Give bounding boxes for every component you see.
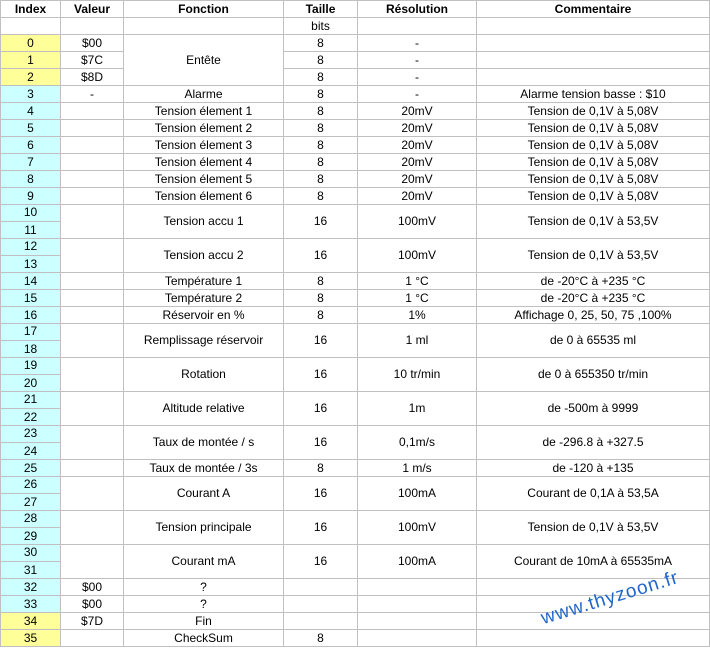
table-row: [1, 358, 710, 375]
row-fonction: Entête: [124, 35, 284, 86]
row-taille: 8: [284, 460, 358, 477]
row-valeur: [61, 630, 124, 647]
table-row: [1, 630, 710, 647]
row-commentaire: Tension de 0,1V à 5,08V: [477, 137, 710, 154]
row-valeur: [61, 137, 124, 154]
row-fonction: Tension élement 2: [124, 120, 284, 137]
row-resolution: 1 °C: [358, 290, 477, 307]
row-index: 30: [1, 545, 61, 562]
table-row: [1, 545, 710, 562]
table-row: [1, 307, 710, 324]
row-valeur: -: [61, 86, 124, 103]
row-resolution: 20mV: [358, 103, 477, 120]
row-resolution: [358, 596, 477, 613]
header-taille-unit: bits: [284, 18, 358, 35]
row-index: 0: [1, 35, 61, 52]
row-valeur: [61, 358, 124, 392]
row-commentaire: de -120 à +135: [477, 460, 710, 477]
row-taille: 16: [284, 545, 358, 579]
row-commentaire: de -20°C à +235 °C: [477, 290, 710, 307]
row-index: 19: [1, 358, 61, 375]
row-taille: 8: [284, 103, 358, 120]
table-row: [1, 273, 710, 290]
header-resolution: Résolution: [358, 1, 477, 18]
row-fonction: Courant mA: [124, 545, 284, 579]
row-commentaire: Tension de 0,1V à 53,5V: [477, 239, 710, 273]
row-index: 20: [1, 375, 61, 392]
table-cell: [1, 18, 61, 35]
row-commentaire: Courant de 10mA à 65535mA: [477, 545, 710, 579]
row-fonction: Altitude relative: [124, 392, 284, 426]
row-index: 32: [1, 579, 61, 596]
row-taille: 16: [284, 392, 358, 426]
row-valeur: [61, 545, 124, 579]
row-commentaire: Courant de 0,1A à 53,5A: [477, 477, 710, 511]
row-taille: 8: [284, 188, 358, 205]
row-valeur: [61, 188, 124, 205]
table-row: [1, 188, 710, 205]
row-fonction: ?: [124, 596, 284, 613]
row-taille: 16: [284, 426, 358, 460]
row-index: 15: [1, 290, 61, 307]
row-taille: 8: [284, 290, 358, 307]
row-commentaire: Tension de 0,1V à 5,08V: [477, 188, 710, 205]
row-taille: 8: [284, 137, 358, 154]
row-index: 24: [1, 443, 61, 460]
row-index: 10: [1, 205, 61, 222]
row-commentaire: de -20°C à +235 °C: [477, 273, 710, 290]
row-valeur: [61, 392, 124, 426]
row-index: 27: [1, 494, 61, 511]
row-index: 12: [1, 239, 61, 256]
row-resolution: 1%: [358, 307, 477, 324]
row-commentaire: Tension de 0,1V à 5,08V: [477, 120, 710, 137]
row-resolution: [358, 613, 477, 630]
table-row: [1, 120, 710, 137]
row-resolution: 100mA: [358, 545, 477, 579]
row-resolution: [358, 579, 477, 596]
row-taille: 8: [284, 120, 358, 137]
row-resolution: -: [358, 86, 477, 103]
row-valeur: [61, 239, 124, 273]
row-valeur: [61, 154, 124, 171]
table-row: [1, 426, 710, 443]
row-index: 26: [1, 477, 61, 494]
header-fonction: Fonction: [124, 1, 284, 18]
row-index: 25: [1, 460, 61, 477]
row-index: 17: [1, 324, 61, 341]
table-row: [1, 392, 710, 409]
row-commentaire: Tension de 0,1V à 53,5V: [477, 205, 710, 239]
header-taille: Taille: [284, 1, 358, 18]
row-taille: 8: [284, 86, 358, 103]
table-row: [1, 290, 710, 307]
row-taille: 8: [284, 630, 358, 647]
row-resolution: 20mV: [358, 188, 477, 205]
row-index: 31: [1, 562, 61, 579]
table-cell: [358, 18, 477, 35]
table-row: [1, 103, 710, 120]
row-fonction: Tension élement 4: [124, 154, 284, 171]
row-resolution: -: [358, 52, 477, 69]
header-index: Index: [1, 1, 61, 18]
row-fonction: Courant A: [124, 477, 284, 511]
row-index: 7: [1, 154, 61, 171]
row-taille: [284, 613, 358, 630]
row-taille: 8: [284, 307, 358, 324]
row-fonction: Réservoir en %: [124, 307, 284, 324]
table-cell: [61, 18, 124, 35]
row-resolution: 10 tr/min: [358, 358, 477, 392]
row-taille: 8: [284, 171, 358, 188]
row-valeur: $8D: [61, 69, 124, 86]
row-commentaire: [477, 52, 710, 69]
row-resolution: -: [358, 35, 477, 52]
row-fonction: ?: [124, 579, 284, 596]
row-fonction: Alarme: [124, 86, 284, 103]
row-commentaire: de -296.8 à +327.5: [477, 426, 710, 460]
row-resolution: -: [358, 69, 477, 86]
row-commentaire: Tension de 0,1V à 5,08V: [477, 171, 710, 188]
row-index: 21: [1, 392, 61, 409]
row-commentaire: Tension de 0,1V à 5,08V: [477, 103, 710, 120]
row-valeur: [61, 307, 124, 324]
row-valeur: [61, 460, 124, 477]
table-row: [1, 460, 710, 477]
table-row: [1, 324, 710, 341]
row-resolution: 100mA: [358, 477, 477, 511]
row-fonction: Tension élement 5: [124, 171, 284, 188]
row-resolution: [358, 630, 477, 647]
row-valeur: [61, 324, 124, 358]
row-valeur: $7C: [61, 52, 124, 69]
row-commentaire: Tension de 0,1V à 53,5V: [477, 511, 710, 545]
row-commentaire: [477, 630, 710, 647]
row-fonction: Température 2: [124, 290, 284, 307]
row-valeur: [61, 171, 124, 188]
row-valeur: $00: [61, 35, 124, 52]
table-row: [1, 205, 710, 222]
row-commentaire: Alarme tension basse : $10: [477, 86, 710, 103]
row-resolution: 1m: [358, 392, 477, 426]
table-row: [1, 613, 710, 630]
row-resolution: 20mV: [358, 171, 477, 188]
table-row: [1, 35, 710, 52]
row-fonction: Tension élement 1: [124, 103, 284, 120]
row-fonction: CheckSum: [124, 630, 284, 647]
row-taille: [284, 596, 358, 613]
watermark-logo: www.thyzoon.fr: [538, 567, 682, 630]
row-fonction: Tension élement 6: [124, 188, 284, 205]
table-cell: [477, 18, 710, 35]
row-index: 3: [1, 86, 61, 103]
row-taille: 16: [284, 324, 358, 358]
row-valeur: $00: [61, 579, 124, 596]
table-row: [1, 477, 710, 494]
row-fonction: Rotation: [124, 358, 284, 392]
row-resolution: 100mV: [358, 205, 477, 239]
row-taille: 8: [284, 273, 358, 290]
row-commentaire: [477, 69, 710, 86]
row-resolution: 1 ml: [358, 324, 477, 358]
row-taille: 16: [284, 477, 358, 511]
row-commentaire: [477, 35, 710, 52]
row-valeur: [61, 103, 124, 120]
row-valeur: [61, 120, 124, 137]
row-index: 4: [1, 103, 61, 120]
row-index: 6: [1, 137, 61, 154]
row-resolution: 100mV: [358, 511, 477, 545]
row-valeur: [61, 273, 124, 290]
row-index: 16: [1, 307, 61, 324]
row-valeur: [61, 426, 124, 460]
header-commentaire: Commentaire: [477, 1, 710, 18]
row-index: 35: [1, 630, 61, 647]
row-fonction: Tension élement 3: [124, 137, 284, 154]
row-taille: 16: [284, 358, 358, 392]
row-fonction: Fin: [124, 613, 284, 630]
row-taille: 8: [284, 154, 358, 171]
row-taille: 16: [284, 239, 358, 273]
row-commentaire: Affichage 0, 25, 50, 75 ,100%: [477, 307, 710, 324]
row-resolution: 20mV: [358, 154, 477, 171]
row-index: 29: [1, 528, 61, 545]
row-commentaire: de 0 à 655350 tr/min: [477, 358, 710, 392]
table-row: [1, 239, 710, 256]
row-fonction: Remplissage réservoir: [124, 324, 284, 358]
table-row: [1, 171, 710, 188]
row-commentaire: de 0 à 65535 ml: [477, 324, 710, 358]
row-index: 8: [1, 171, 61, 188]
row-fonction: Température 1: [124, 273, 284, 290]
table-cell: [124, 18, 284, 35]
row-index: 33: [1, 596, 61, 613]
row-fonction: Tension principale: [124, 511, 284, 545]
row-commentaire: de -500m à 9999: [477, 392, 710, 426]
row-resolution: 100mV: [358, 239, 477, 273]
row-index: 1: [1, 52, 61, 69]
row-index: 22: [1, 409, 61, 426]
row-index: 11: [1, 222, 61, 239]
row-index: 34: [1, 613, 61, 630]
row-valeur: [61, 477, 124, 511]
row-taille: 16: [284, 205, 358, 239]
row-fonction: Tension accu 1: [124, 205, 284, 239]
table-row: [1, 511, 710, 528]
table-row: [1, 69, 710, 86]
row-taille: 8: [284, 52, 358, 69]
row-index: 2: [1, 69, 61, 86]
row-index: 13: [1, 256, 61, 273]
row-index: 23: [1, 426, 61, 443]
row-index: 28: [1, 511, 61, 528]
row-resolution: 20mV: [358, 137, 477, 154]
row-taille: 8: [284, 69, 358, 86]
row-index: 9: [1, 188, 61, 205]
row-taille: 16: [284, 511, 358, 545]
table-row: [1, 52, 710, 69]
table-row: [1, 86, 710, 103]
row-fonction: Tension accu 2: [124, 239, 284, 273]
header-valeur: Valeur: [61, 1, 124, 18]
table-row: [1, 137, 710, 154]
row-resolution: 1 °C: [358, 273, 477, 290]
row-index: 14: [1, 273, 61, 290]
row-valeur: [61, 205, 124, 239]
row-taille: 8: [284, 35, 358, 52]
row-valeur: [61, 511, 124, 545]
row-fonction: Taux de montée / 3s: [124, 460, 284, 477]
table-row: [1, 154, 710, 171]
row-resolution: 1 m/s: [358, 460, 477, 477]
row-resolution: 20mV: [358, 120, 477, 137]
row-resolution: 0,1m/s: [358, 426, 477, 460]
row-commentaire: Tension de 0,1V à 5,08V: [477, 154, 710, 171]
row-valeur: $00: [61, 596, 124, 613]
row-valeur: $7D: [61, 613, 124, 630]
row-fonction: Taux de montée / s: [124, 426, 284, 460]
row-index: 18: [1, 341, 61, 358]
row-index: 5: [1, 120, 61, 137]
row-valeur: [61, 290, 124, 307]
row-taille: [284, 579, 358, 596]
